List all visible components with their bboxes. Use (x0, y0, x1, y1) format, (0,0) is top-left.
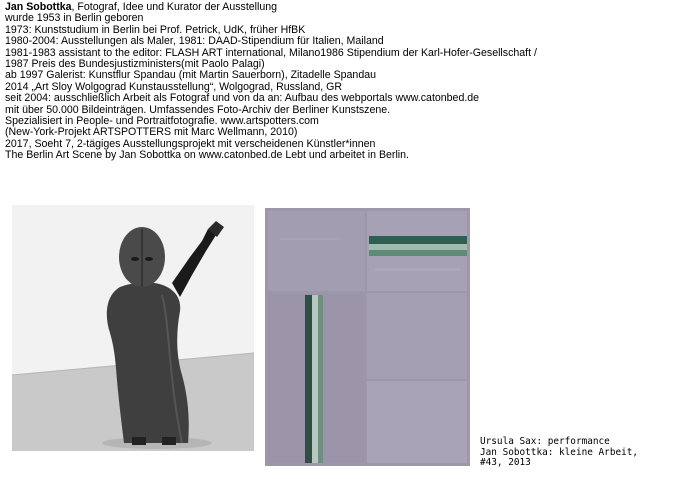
right-eye-hole (145, 257, 153, 261)
bio-line: 1981-1983 assistant to the editor: FLASH ART international, Milano1986 Stipendium der Karl-Hofer-Gesellschaft / (5, 46, 537, 59)
bio-line: 1980-2004: Ausstellungen als Maler, 1981: DAAD-Stipendium für Italien, Mailand (5, 35, 384, 48)
vertical-green-edge (318, 295, 323, 463)
texture-mark (280, 238, 340, 240)
bio-line: Spezialisiert in People- und Portraitfotografie. www.artspotters.com (5, 114, 319, 127)
performance-photo (12, 205, 254, 451)
painting-photo (265, 208, 470, 466)
bio-line: (New-York-Projekt ARTSPOTTERS mit Marc Wellmann, 2010) (5, 126, 298, 139)
bio-line: 1987 Preis des Bundesjustizministers(mit Paolo Palagi) (5, 57, 265, 70)
artist-role: , Fotograf, Idee und Kurator der Ausstellung (71, 1, 278, 13)
caption-line: Ursula Sax: performance (480, 436, 610, 447)
bio-line: mit über 50.000 Bildeinträgen. Umfassendes Foto-Archiv der Berliner Kunstszene. (5, 103, 391, 116)
vertical-dark-stroke (305, 295, 312, 463)
bio-line: seit 2004: ausschließlich Arbeit als Fotograf und von da an: Aufbau des webportals www.catonbed.de (5, 92, 480, 105)
bio-line: ab 1997 Galerist: Kunstflur Spandau (mit Martin Sauerborn), Zitadelle Spandau (5, 69, 376, 82)
bio-line: 2017, Soeht 7, 2-tägiges Ausstellungsprojekt mit verscheidenen Künstler*innen (5, 137, 376, 150)
horizontal-pale-stroke (369, 244, 467, 250)
panel-top-left (268, 211, 365, 291)
bio-line: 2014 „Art Sloy Wolgograd Kunstausstellung“, Wolgograd, Russland, GR (5, 80, 343, 93)
bio-line: The Berlin Art Scene by Jan Sobottka on www.catonbed.de Lebt und arbeitet in Berlin. (5, 149, 409, 162)
caption-line: Jan Sobottka: kleine Arbeit, (480, 446, 639, 458)
right-foot (162, 437, 176, 445)
texture-mark (375, 268, 460, 271)
artist-name: Jan Sobottka (5, 1, 72, 13)
panel-middle-right (367, 293, 467, 379)
image-caption (480, 437, 690, 469)
horizontal-green-stroke (369, 236, 467, 244)
horizontal-green-edge (369, 250, 467, 256)
bio-line: wurde 1953 in Berlin geboren (5, 12, 144, 25)
biography-text (5, 2, 685, 161)
left-eye-hole (131, 257, 139, 261)
caption-line: #43, 2013 (480, 457, 531, 469)
panel-bottom-right (367, 381, 467, 463)
painting-illustration (265, 208, 470, 466)
bio-line: 1973: Kunststudium in Berlin bei Prof. Petrick, UdK, früher HfBK (5, 23, 306, 36)
left-foot (132, 437, 146, 445)
performance-figure-illustration (12, 205, 254, 451)
vertical-pale-stroke (312, 295, 318, 463)
